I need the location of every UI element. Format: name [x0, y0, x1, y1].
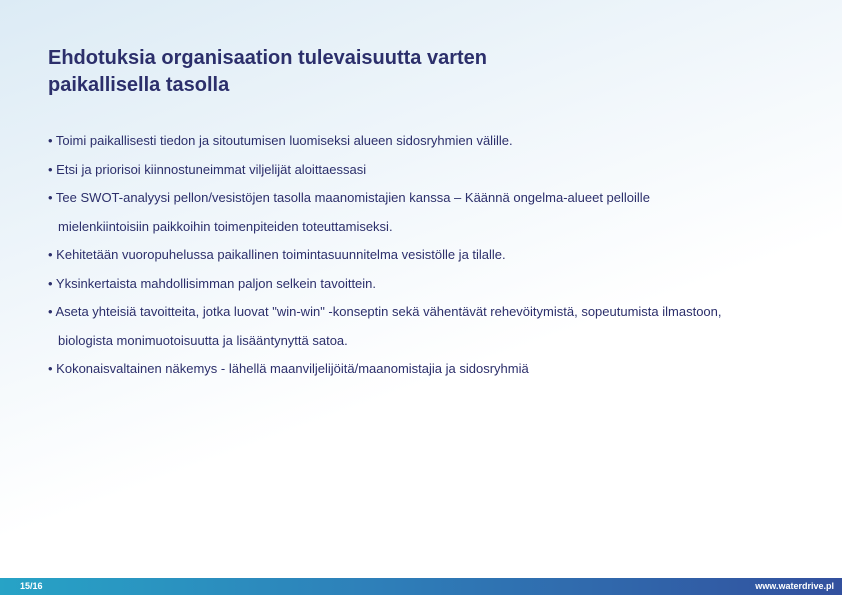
- bullet-text: • Toimi paikallisesti tiedon ja sitoutumisen luomiseksi alueen sidosryhmien välille.: [48, 133, 513, 148]
- slide-title: [48, 45, 608, 99]
- bullet-item-2: [48, 161, 808, 179]
- bullet-continuation: mielenkiintoisiin paikkoihin toimenpiteiden toteuttamiseksi.: [58, 218, 393, 234]
- bullet-list: [48, 132, 808, 389]
- bullet-text: • Yksinkertaista mahdollisimman paljon selkein tavoittein.: [48, 275, 377, 291]
- bullet-item-5: [48, 275, 808, 293]
- bullet-item-1: [48, 132, 808, 150]
- bullet-text: • Aseta yhteisiä tavoitteita, jotka luovat "win-win" -konseptin sekä vähentävät rehevöitymistä, sopeutumista ilmastoon,: [48, 304, 722, 319]
- site-url: www.waterdrive.pl: [755, 581, 834, 591]
- slide-title-line-2: paikallisella tasolla: [48, 74, 230, 96]
- bullet-item-7: [48, 360, 808, 378]
- slide-title-line-1: Ehdotuksia organisaation tulevaisuutta varten: [48, 47, 487, 69]
- bullet-item-4: [48, 246, 808, 264]
- bullet-text: • Etsi ja priorisoi kiinnostuneimmat viljelijät aloittaessasi: [48, 161, 367, 177]
- page-number: 15/16: [20, 581, 43, 591]
- bullet-item-3: [48, 189, 808, 236]
- bullet-text: • Tee SWOT-analyysi pellon/vesistöjen tasolla maanomistajien kanssa – Käännä ongelma-alueet pelloille: [48, 190, 650, 205]
- bullet-text: • Kokonaisvaltainen näkemys - lähellä maanviljelijöitä/maanomistajia ja sidosryhmiä: [48, 361, 529, 376]
- bullet-item-6: [48, 303, 808, 350]
- bullet-text: • Kehitetään vuoropuhelussa paikallinen toimintasuunnitelma vesistölle ja tilalle.: [48, 247, 506, 262]
- bullet-continuation: biologista monimuotoisuutta ja lisääntynyttä satoa.: [58, 332, 348, 348]
- footer-bar: [0, 578, 842, 595]
